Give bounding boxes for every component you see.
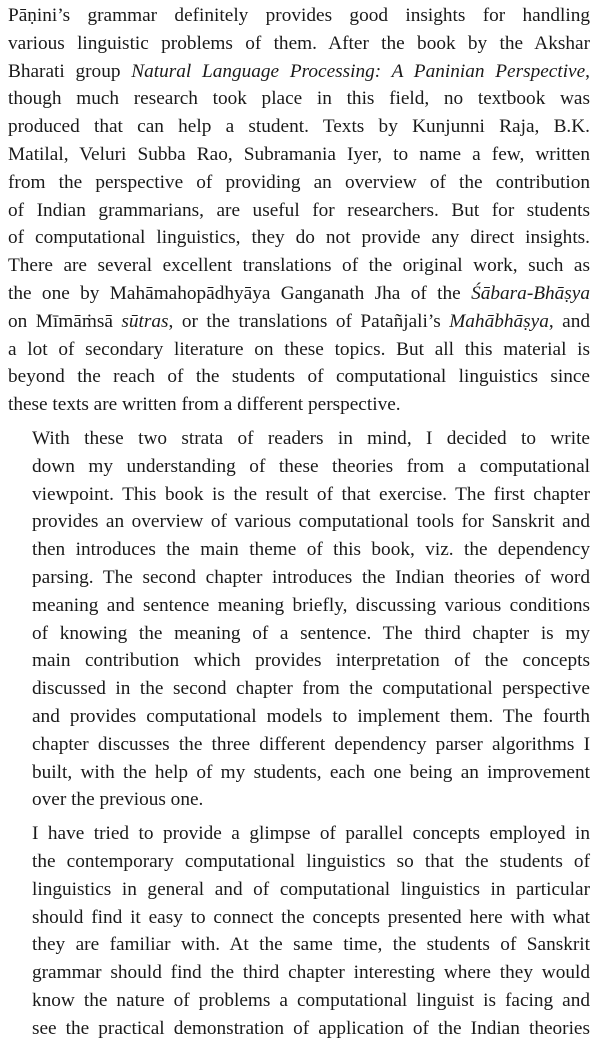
text-line (8, 703, 590, 731)
text-run: then introduces the main theme of this book, viz. the dependency (32, 539, 590, 561)
text-line (8, 481, 590, 509)
italic-title: Mahābhāṣya (449, 310, 549, 332)
text-run: of computational linguistics, they do not provide any direct insights. (8, 227, 590, 249)
text-line (8, 675, 590, 703)
text-run: parsing. The second chapter introduces the Indian theories of word (32, 566, 590, 588)
text-run: they are familiar with. At the same time, the students of Sanskrit (32, 934, 590, 956)
text-line (8, 820, 590, 848)
text-run: I have tried to provide a glimpse of parallel concepts employed in (32, 823, 590, 845)
paragraph-3 (8, 820, 590, 1042)
text-line (8, 848, 590, 876)
text-line (8, 425, 590, 453)
text-line (8, 1015, 590, 1042)
text-line (8, 363, 590, 391)
text-run: chapter discusses the three different dependency parser algorithms I (32, 733, 590, 755)
text-line (8, 58, 590, 86)
text-run: over the previous one. (32, 789, 204, 811)
paragraph-1 (8, 2, 590, 419)
text-run: of knowing the meaning of a sentence. The third chapter is my (32, 622, 590, 644)
text-line (8, 197, 590, 225)
text-line (8, 224, 590, 252)
italic-title: sūtras (121, 310, 169, 332)
text-line (8, 647, 590, 675)
text-line (8, 508, 590, 536)
text-run: There are several excellent translations of the original work, such as (8, 255, 590, 277)
text-line (8, 252, 590, 280)
text-run: these texts are written from a different perspective. (8, 394, 401, 416)
text-run: on Mīmāṁsā (8, 310, 122, 332)
text-run: know the nature of problems a computational linguist is facing and (32, 989, 590, 1011)
text-line (8, 959, 590, 987)
text-run: With these two strata of readers in mind, I decided to write (32, 427, 590, 449)
text-run: provides an overview of various computational tools for Sanskrit and (32, 511, 590, 533)
text-line (8, 113, 590, 141)
text-line (8, 280, 590, 308)
text-line (8, 336, 590, 364)
text-line (8, 620, 590, 648)
text-line (8, 987, 590, 1015)
text-run: Matilal, Veluri Subba Rao, Subramania Iyer, to name a few, written (8, 143, 590, 165)
text-run: viewpoint. This book is the result of that exercise. The first chapter (32, 483, 590, 505)
text-line (8, 85, 590, 113)
text-line (8, 453, 590, 481)
text-line (8, 931, 590, 959)
text-run: built, with the help of my students, each one being an improvement (32, 761, 590, 783)
text-run: linguistics in general and of computational linguistics in particular (32, 878, 590, 900)
text-run: main contribution which provides interpretation of the concepts (32, 650, 590, 672)
text-run: down my understanding of these theories from a computational (32, 455, 590, 477)
text-run: , (585, 60, 590, 82)
text-run: grammar should find the third chapter interesting where they would (32, 962, 590, 984)
text-run: , or the translations of Patañjali’s (168, 310, 450, 332)
text-run: see the practical demonstration of application of the Indian theories (32, 1017, 590, 1039)
text-run: Bharati group (8, 60, 132, 82)
text-run: various linguistic problems of them. After the book by the Akshar (8, 32, 590, 54)
text-line (8, 30, 590, 58)
text-run: a lot of secondary literature on these topics. But all this material is (8, 338, 590, 360)
text-run: the contemporary computational linguistics so that the students of (32, 850, 590, 872)
text-run: the one by Mahāmahopādhyāya Ganganath Jha of the (8, 282, 472, 304)
text-run: meaning and sentence meaning briefly, discussing various conditions (32, 594, 590, 616)
text-run: and provides computational models to implement them. The fourth (32, 705, 590, 727)
paragraph-2 (8, 425, 590, 814)
text-line (8, 564, 590, 592)
text-line (8, 308, 590, 336)
text-run: , and (548, 310, 590, 332)
text-line (8, 876, 590, 904)
text-run: should find it easy to connect the concepts presented here with what (32, 906, 590, 928)
text-run: produced that can help a student. Texts by Kunjunni Raja, B.K. (8, 116, 590, 138)
text-line (8, 536, 590, 564)
text-line (8, 169, 590, 197)
text-run: though much research took place in this field, no textbook was (8, 88, 590, 110)
text-run: beyond the reach of the students of computational linguistics since (8, 366, 590, 388)
text-line (8, 904, 590, 932)
text-line (8, 141, 590, 169)
text-line (8, 731, 590, 759)
text-line (8, 759, 590, 787)
text-run: of Indian grammarians, are useful for researchers. But for students (8, 199, 590, 221)
text-run: Pāṇini’s grammar definitely provides good insights for handling (8, 5, 590, 26)
text-line (8, 2, 590, 30)
text-line (8, 786, 590, 814)
text-run: discussed in the second chapter from the computational perspective (32, 678, 590, 700)
text-line (8, 592, 590, 620)
book-page (8, 2, 590, 1042)
text-run: from the perspective of providing an overview of the contribution (8, 171, 590, 193)
italic-title: Natural Language Processing: A Paninian Perspective (131, 60, 586, 82)
text-line (8, 391, 590, 419)
italic-title: Śābara-Bhāṣya (471, 282, 590, 304)
